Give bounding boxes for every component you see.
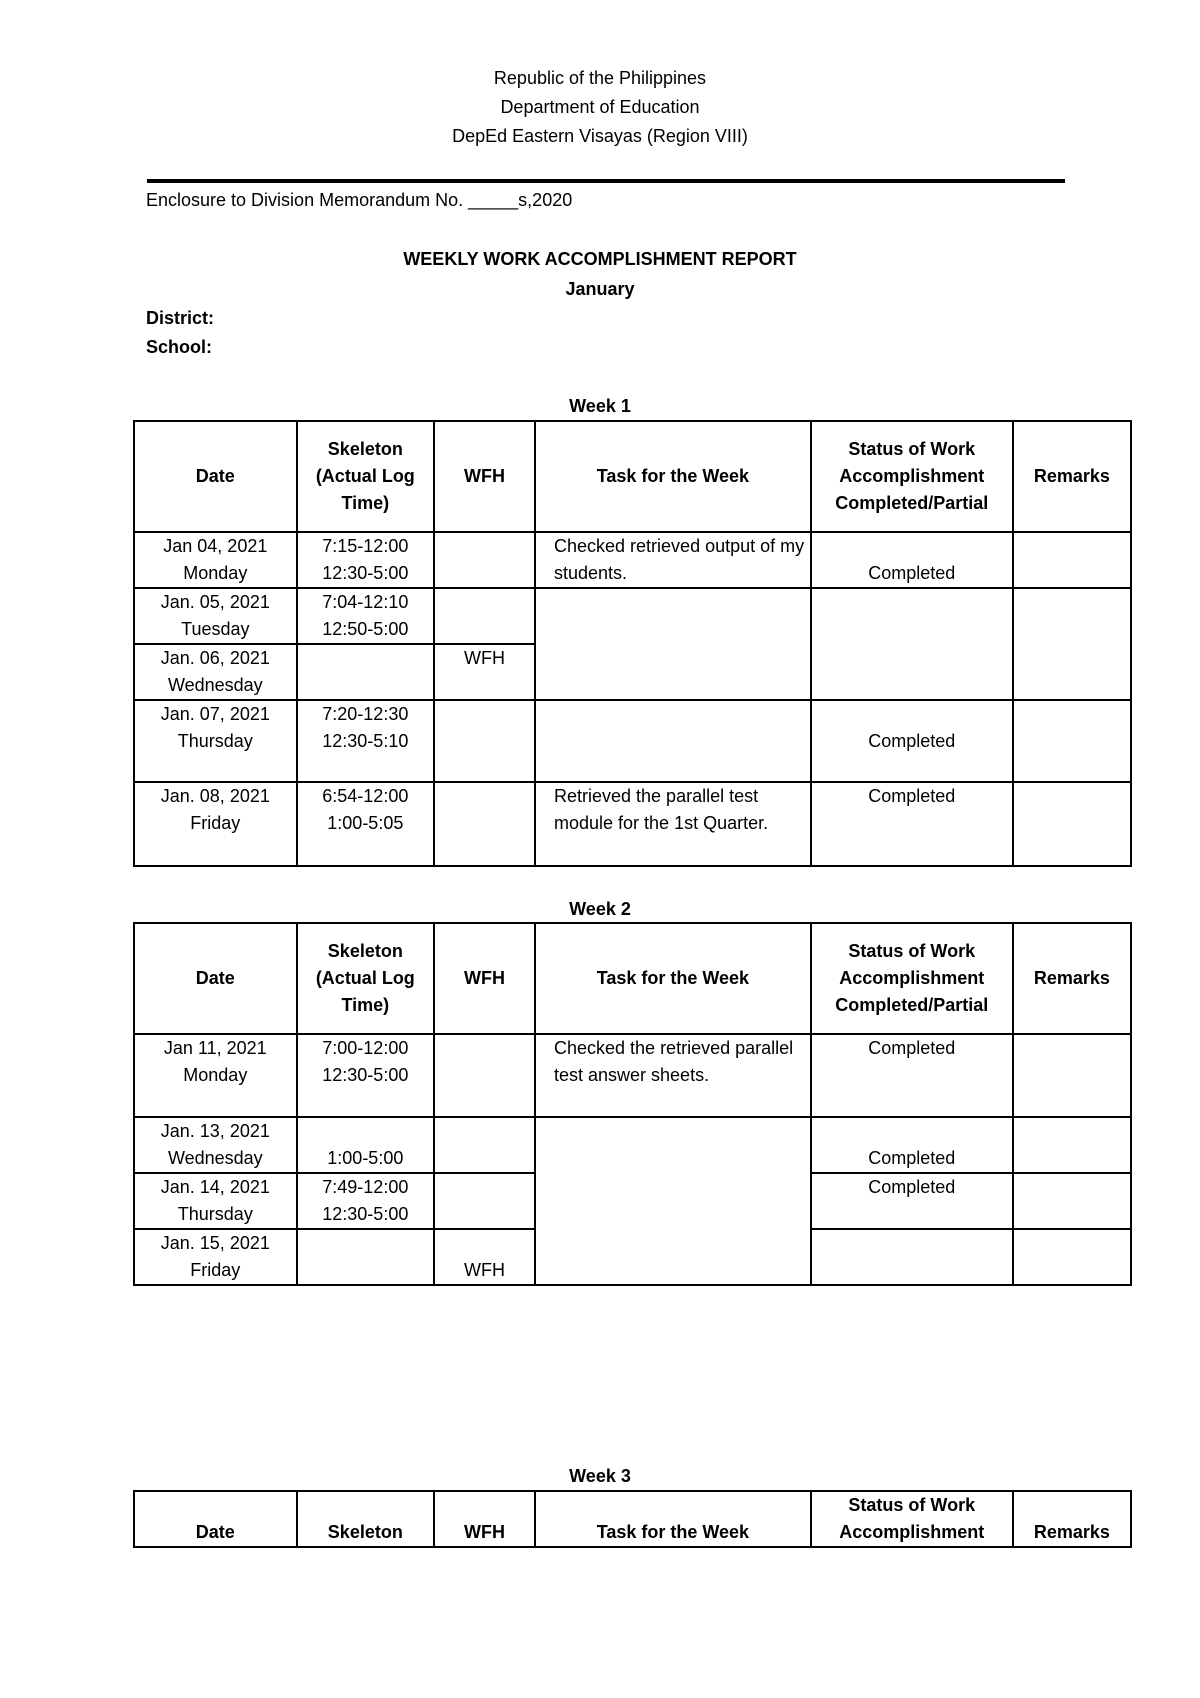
log-cell — [297, 532, 434, 588]
log-cell — [297, 782, 434, 866]
task-header: Task for the Week — [535, 421, 811, 532]
log-cell — [297, 644, 434, 700]
wfh-cell — [434, 782, 535, 866]
district-label: District: — [146, 308, 215, 328]
remarks-cell — [1013, 1229, 1131, 1285]
log-text: 6:54-12:00 — [322, 786, 409, 806]
date-cell — [134, 588, 297, 644]
skeleton-header-line: (Actual Log — [315, 466, 415, 486]
status-header-line: Accomplishment — [839, 968, 985, 988]
log-text: 7:04-12:10 — [322, 592, 409, 612]
date-cell — [134, 644, 297, 700]
skeleton-header-line: Time) — [341, 493, 390, 513]
status-cell — [811, 588, 1013, 700]
remarks-cell — [1013, 1117, 1131, 1173]
status-header — [811, 421, 1013, 532]
date-text: Jan. 13, 2021 — [160, 1121, 270, 1141]
log-text: 12:50-5:00 — [322, 619, 409, 639]
log-text: 7:49-12:00 — [322, 1177, 409, 1197]
task-header: Task for the Week — [535, 1491, 811, 1547]
date-text: Jan. 08, 2021 — [160, 786, 270, 806]
wfh-header: WFH — [434, 1491, 535, 1547]
skeleton-header-line: Skeleton — [327, 941, 403, 961]
remarks-header: Remarks — [1013, 923, 1131, 1034]
wfh-cell — [434, 1117, 535, 1173]
status-cell — [811, 1229, 1013, 1285]
log-cell — [297, 700, 434, 782]
table-row — [134, 782, 1131, 866]
task-cell: Checked the retrieved parallel test answer sheets. — [535, 1034, 811, 1117]
wfh-cell — [434, 588, 535, 644]
date-cell — [134, 700, 297, 782]
week2-title: Week 2 — [569, 899, 631, 919]
remarks-cell — [1013, 1173, 1131, 1229]
remarks-cell — [1013, 700, 1131, 782]
date-text: Jan 04, 2021 — [163, 536, 268, 556]
table-row — [134, 700, 1131, 782]
task-cell: Retrieved the parallel test module for the 1st Quarter. — [535, 782, 811, 866]
wfh-cell: WFH — [434, 1229, 535, 1285]
wfh-cell — [434, 532, 535, 588]
remarks-cell — [1013, 532, 1131, 588]
table-row — [134, 1034, 1131, 1117]
date-cell — [134, 532, 297, 588]
date-text: Jan. 14, 2021 — [160, 1177, 270, 1197]
table-header-row — [134, 421, 1131, 532]
status-header-line: Status of Work — [848, 1495, 976, 1515]
table-row — [134, 588, 1131, 644]
report-month: January — [565, 279, 635, 299]
date-cell — [134, 1229, 297, 1285]
status-header-line: Completed/Partial — [835, 493, 989, 513]
week3-title: Week 3 — [569, 1466, 631, 1486]
status-header-line: Accomplishment — [839, 466, 985, 486]
skeleton-header-line: Skeleton — [327, 439, 403, 459]
remarks-cell — [1013, 588, 1131, 700]
table-row — [134, 1117, 1131, 1173]
day-text: Monday — [183, 1065, 248, 1085]
log-cell — [297, 1034, 434, 1117]
table-row — [134, 532, 1131, 588]
log-cell — [297, 1229, 434, 1285]
status-cell: Completed — [811, 1117, 1013, 1173]
task-cell: Checked retrieved output of my students. — [535, 532, 811, 588]
log-text: 7:20-12:30 — [322, 704, 409, 724]
wfh-cell — [434, 1173, 535, 1229]
header-line-2: Department of Education — [500, 97, 700, 117]
date-cell — [134, 1117, 297, 1173]
date-header: Date — [134, 923, 297, 1034]
day-text: Wednesday — [167, 1148, 263, 1168]
status-header — [811, 1491, 1013, 1547]
date-text: Jan. 07, 2021 — [160, 704, 270, 724]
week1-title: Week 1 — [569, 396, 631, 416]
remarks-cell — [1013, 782, 1131, 866]
wfh-cell — [434, 1034, 535, 1117]
status-header-line: Status of Work — [848, 439, 976, 459]
status-cell: Completed — [811, 1034, 1013, 1117]
wfh-cell — [434, 700, 535, 782]
table-header-row — [134, 923, 1131, 1034]
log-text: 1:00-5:00 — [327, 1148, 404, 1168]
log-text: 7:00-12:00 — [322, 1038, 409, 1058]
date-text: Jan 11, 2021 — [163, 1038, 267, 1058]
log-cell — [297, 1117, 434, 1173]
day-text: Friday — [190, 1260, 241, 1280]
task-header: Task for the Week — [535, 923, 811, 1034]
status-cell: Completed — [811, 782, 1013, 866]
task-cell — [535, 1117, 811, 1285]
header-line-1: Republic of the Philippines — [493, 68, 707, 88]
header-rule — [147, 179, 1065, 183]
status-cell: Completed — [811, 532, 1013, 588]
date-cell — [134, 782, 297, 866]
status-cell: Completed — [811, 1173, 1013, 1229]
enclosure-text: Enclosure to Division Memorandum No. _____s,2020 — [146, 190, 573, 210]
week2-table — [133, 922, 1132, 1286]
remarks-header: Remarks — [1013, 421, 1131, 532]
remarks-cell — [1013, 1034, 1131, 1117]
date-text: Jan. 05, 2021 — [160, 592, 270, 612]
skeleton-header — [297, 923, 434, 1034]
date-cell — [134, 1034, 297, 1117]
log-text: 12:30-5:00 — [322, 563, 409, 583]
week3-table — [133, 1490, 1132, 1548]
log-text: 12:30-5:10 — [322, 731, 409, 751]
task-cell — [535, 588, 811, 700]
log-text: 7:15-12:00 — [322, 536, 409, 556]
log-text: 1:00-5:05 — [327, 813, 404, 833]
date-header: Date — [134, 421, 297, 532]
date-text: Jan. 06, 2021 — [160, 648, 270, 668]
wfh-header: WFH — [434, 923, 535, 1034]
table-header-row — [134, 1491, 1131, 1547]
day-text: Thursday — [177, 731, 253, 751]
skeleton-header: Skeleton — [297, 1491, 434, 1547]
day-text: Thursday — [177, 1204, 253, 1224]
log-text: 12:30-5:00 — [322, 1065, 409, 1085]
log-cell — [297, 1173, 434, 1229]
day-text: Monday — [183, 563, 248, 583]
remarks-header: Remarks — [1013, 1491, 1131, 1547]
header-line-3: DepEd Eastern Visayas (Region VIII) — [452, 126, 748, 146]
day-text: Tuesday — [181, 619, 250, 639]
status-cell: Completed — [811, 700, 1013, 782]
date-header: Date — [134, 1491, 297, 1547]
skeleton-header-line: (Actual Log — [315, 968, 415, 988]
day-text: Wednesday — [167, 675, 263, 695]
log-cell — [297, 588, 434, 644]
date-cell — [134, 1173, 297, 1229]
school-label: School: — [146, 337, 212, 357]
skeleton-header-line: Time) — [341, 995, 390, 1015]
log-text: 12:30-5:00 — [322, 1204, 409, 1224]
status-header-line: Status of Work — [848, 941, 976, 961]
wfh-cell: WFH — [434, 644, 535, 700]
skeleton-header — [297, 421, 434, 532]
status-header — [811, 923, 1013, 1034]
report-title: WEEKLY WORK ACCOMPLISHMENT REPORT — [403, 249, 797, 269]
status-header-line: Accomplishment — [839, 1522, 985, 1542]
status-header-line: Completed/Partial — [835, 995, 989, 1015]
day-text: Friday — [190, 813, 241, 833]
task-cell — [535, 700, 811, 782]
date-text: Jan. 15, 2021 — [160, 1233, 270, 1253]
week1-table — [133, 420, 1132, 867]
wfh-header: WFH — [434, 421, 535, 532]
